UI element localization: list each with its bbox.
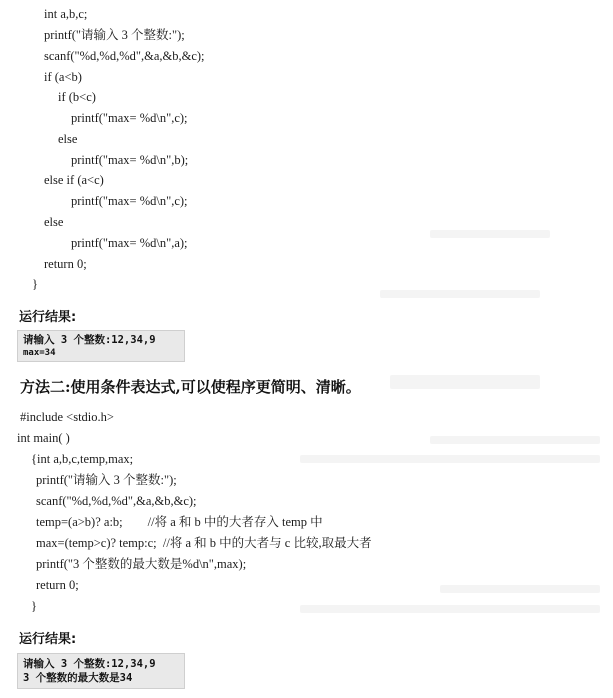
code-line: int main( ) xyxy=(17,431,70,445)
code-line: printf("请输入 3 个整数:"); xyxy=(44,28,185,42)
code-line: scanf("%d,%d,%d",&a,&b,&c); xyxy=(44,49,205,63)
code-line: {int a,b,c,temp,max; xyxy=(31,452,134,466)
bleed-through-mark xyxy=(300,605,600,613)
code-line: printf("请输入 3 个整数:"); xyxy=(36,473,177,487)
code-line: printf("max= %d\n",b); xyxy=(71,153,189,167)
bleed-through-mark xyxy=(430,436,600,444)
code-line: else xyxy=(58,132,78,146)
code-line: printf("max= %d\n",c); xyxy=(71,111,188,125)
console-output xyxy=(17,653,185,689)
code-line: return 0; xyxy=(36,578,79,592)
code-line: if (b<c) xyxy=(58,90,96,104)
code-line: int a,b,c; xyxy=(44,7,88,21)
code-line: return 0; xyxy=(44,257,87,271)
code-line: max=(temp>c)? temp:c; //将 a 和 b 中的大者与 c 比较,取最大者 xyxy=(36,536,372,550)
run-result-heading: 运行结果: xyxy=(19,310,77,325)
code-line: scanf("%d,%d,%d",&a,&b,&c); xyxy=(36,494,197,508)
console-output xyxy=(17,330,185,362)
code-line: printf("max= %d\n",c); xyxy=(71,194,188,208)
code-line: printf("3 个整数的最大数是%d\n",max); xyxy=(36,557,247,571)
code-line: else if (a<c) xyxy=(44,173,104,187)
code-line: printf("max= %d\n",a); xyxy=(71,236,188,250)
bleed-through-mark xyxy=(380,290,540,298)
bleed-through-mark xyxy=(440,585,600,593)
bleed-through-mark xyxy=(390,375,540,389)
code-line: temp=(a>b)? a:b; //将 a 和 b 中的大者存入 temp 中 xyxy=(36,515,323,529)
console-line: max=34 xyxy=(23,348,56,358)
code-line: else xyxy=(44,215,64,229)
console-line: 请输入 3 个整数:12,34,9 xyxy=(23,334,156,346)
console-line: 请输入 3 个整数:12,34,9 xyxy=(23,658,156,670)
code-line: if (a<b) xyxy=(44,70,82,84)
code-line: } xyxy=(31,599,37,613)
code-line: #include <stdio.h> xyxy=(20,410,114,424)
run-result-heading: 运行结果: xyxy=(19,632,77,647)
method2-title: 方法二:使用条件表达式,可以使程序更简明、清晰。 xyxy=(20,378,361,396)
console-line: 3 个整数的最大数是34 xyxy=(23,672,133,684)
bleed-through-mark xyxy=(300,455,600,463)
bleed-through-mark xyxy=(430,230,550,238)
code-line: } xyxy=(32,277,38,291)
